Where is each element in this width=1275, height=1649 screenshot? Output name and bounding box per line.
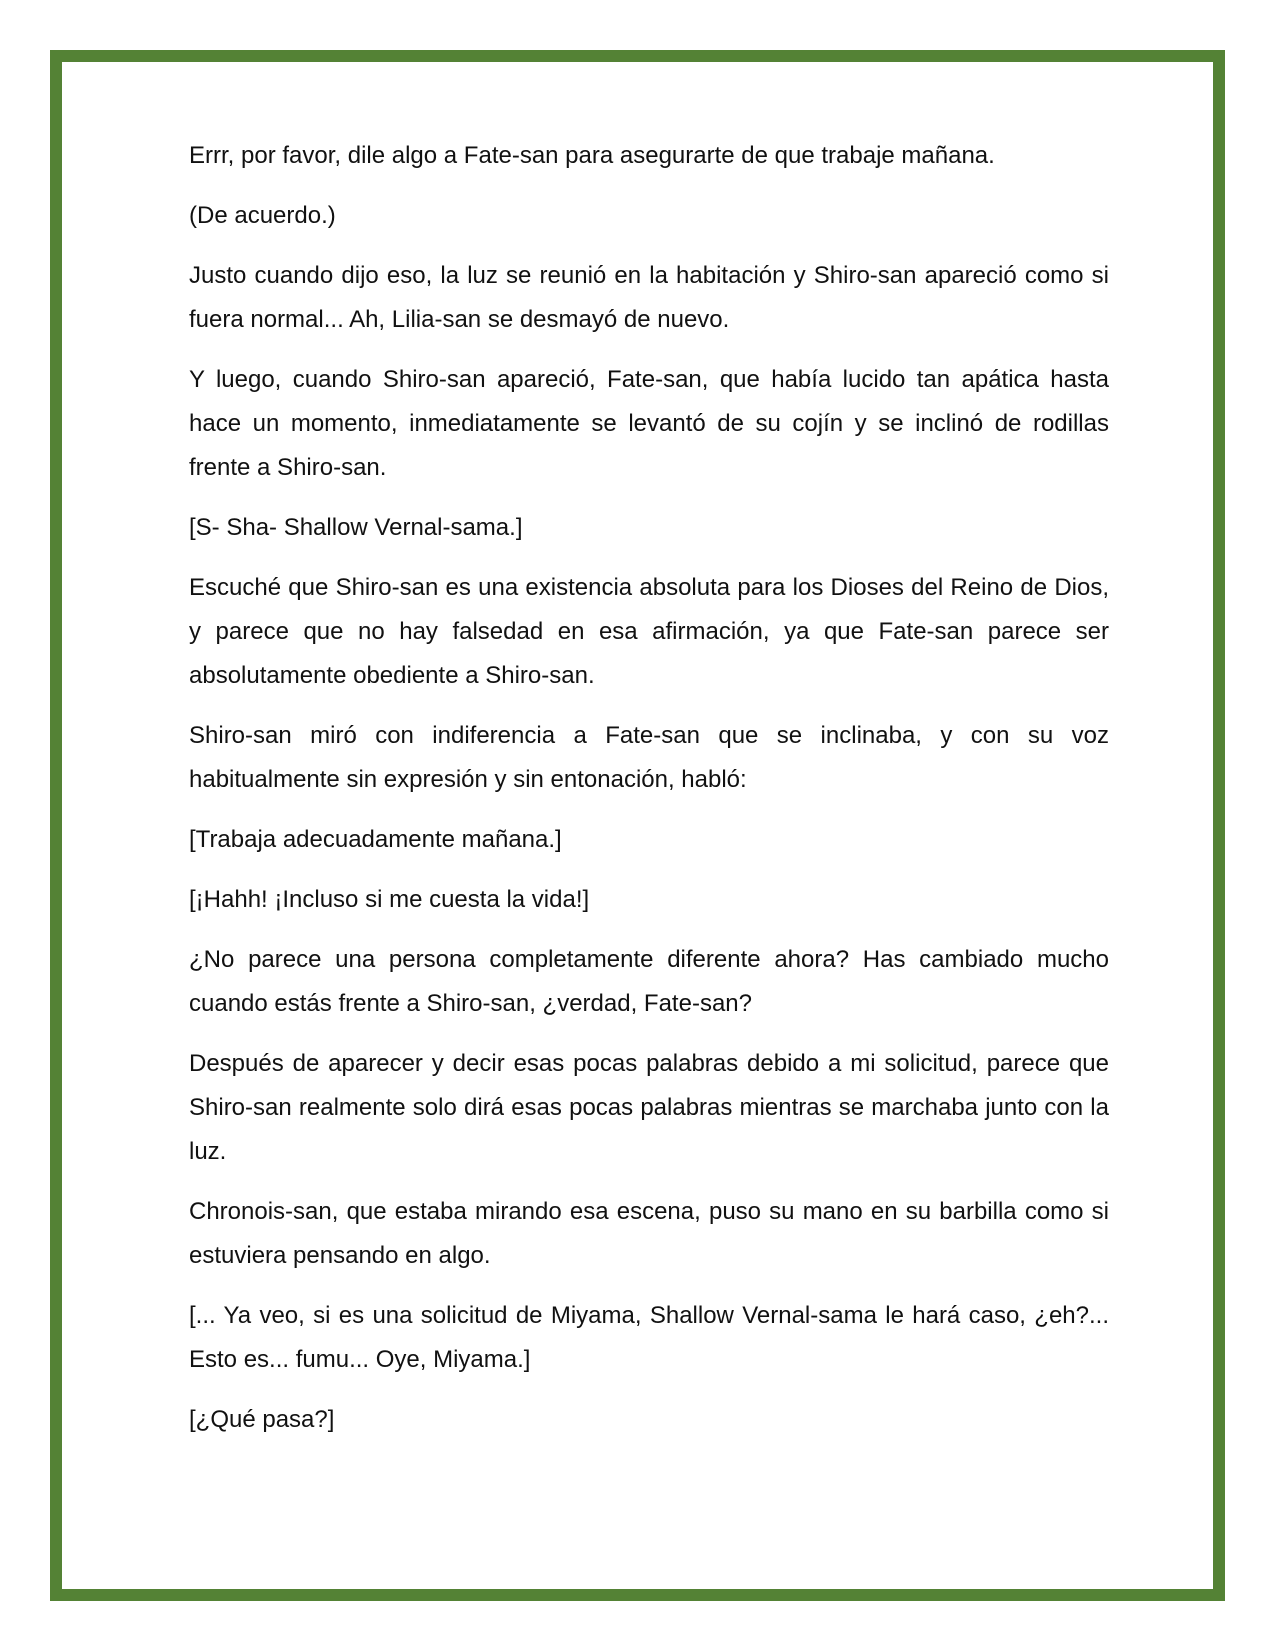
paragraph: (De acuerdo.) — [189, 202, 336, 229]
paragraph: [S- Sha- Shallow Vernal-sama.] — [189, 514, 523, 541]
paragraph: [... Ya veo, si es una solicitud de Miyama, Shallow Vernal-sama le hará caso, ¿eh?... Esto es... fumu... Oye, Miyama.] — [189, 1302, 1109, 1373]
paragraph: [¡Hahh! ¡Incluso si me cuesta la vida!] — [189, 886, 590, 913]
paragraph: [¿Qué pasa?] — [189, 1406, 335, 1433]
page-border — [50, 50, 1225, 1601]
paragraph: Justo cuando dijo eso, la luz se reunió en la habitación y Shiro-san apareció como si fuera normal... Ah, Lilia-san se desmayó de nuevo. — [189, 262, 1109, 333]
document-body — [189, 134, 1109, 1458]
paragraph: Errr, por favor, dile algo a Fate-san para asegurarte de que trabaje mañana. — [189, 142, 995, 169]
paragraph: [Trabaja adecuadamente mañana.] — [189, 826, 562, 853]
paragraph: Shiro-san miró con indiferencia a Fate-san que se inclinaba, y con su voz habitualmente sin expresión y sin entonación, habló: — [189, 722, 1109, 793]
paragraph: ¿No parece una persona completamente diferente ahora? Has cambiado mucho cuando estás frente a Shiro-san, ¿verdad, Fate-san? — [189, 946, 1109, 1017]
paragraph: Chronois-san, que estaba mirando esa escena, puso su mano en su barbilla como si estuviera pensando en algo. — [189, 1198, 1109, 1269]
paragraph: Escuché que Shiro-san es una existencia absoluta para los Dioses del Reino de Dios, y parece que no hay falsedad en esa afirmación, ya que Fate-san parece ser absolutamente obediente a Shiro-san. — [189, 574, 1109, 689]
paragraph: Después de aparecer y decir esas pocas palabras debido a mi solicitud, parece que Shiro-san realmente solo dirá esas pocas palabras mientras se marchaba junto con la luz. — [189, 1050, 1109, 1165]
paragraph: Y luego, cuando Shiro-san apareció, Fate-san, que había lucido tan apática hasta hace un momento, inmediatamente se levantó de su cojín y se inclinó de rodillas frente a Shiro-san. — [189, 366, 1109, 481]
